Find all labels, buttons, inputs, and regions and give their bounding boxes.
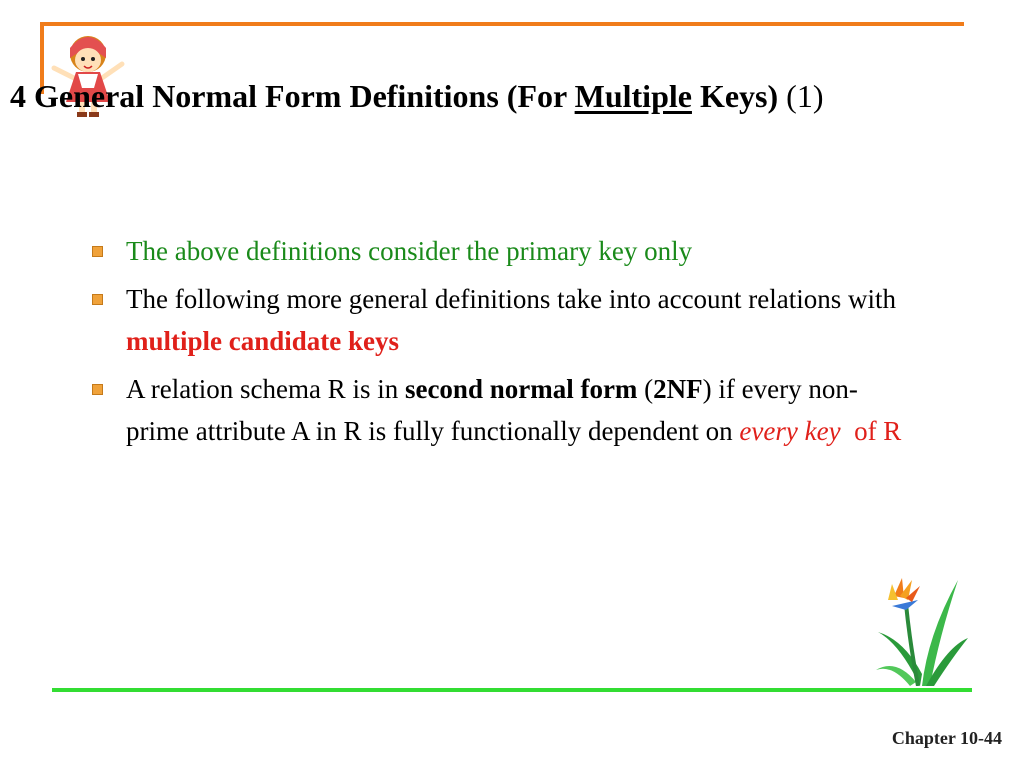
footer-divider (52, 688, 972, 692)
slide-frame-top (40, 22, 964, 26)
square-bullet-icon (92, 246, 103, 257)
slide-title (10, 76, 1020, 116)
bullet-item (88, 368, 908, 452)
bullet-text: ( (637, 374, 654, 404)
square-bullet-icon (92, 294, 103, 305)
bullet-text-red: of R (840, 416, 902, 446)
square-bullet-icon (92, 384, 103, 395)
bird-of-paradise-flower-icon (870, 574, 970, 686)
bullet-item (88, 230, 908, 272)
title-text-part1: 4 General Normal Form Definitions (For (10, 78, 575, 114)
slide-footer: Chapter 10-44 (891, 728, 1002, 748)
bullet-emphasis-italic: every key (739, 416, 841, 446)
bullet-emphasis: multiple candidate keys (126, 326, 400, 356)
bullet-text: The above definitions consider the primary key only (126, 236, 693, 266)
bullet-list (88, 230, 908, 458)
bullet-emphasis: 2NF (653, 374, 703, 404)
title-text-part4: (1) (778, 78, 824, 114)
bullet-text: ) if every non-prime attribute A in R is fully functionally dependent on (126, 374, 858, 446)
bullet-emphasis: second normal form (404, 374, 638, 404)
bullet-text: A relation schema R is in (126, 374, 405, 404)
title-text-part3: Keys) (691, 78, 779, 114)
bullet-item (88, 278, 908, 362)
bullet-text: The following more general definitions take into account relations with (126, 284, 897, 314)
title-text-underlined: Multiple (574, 78, 692, 114)
